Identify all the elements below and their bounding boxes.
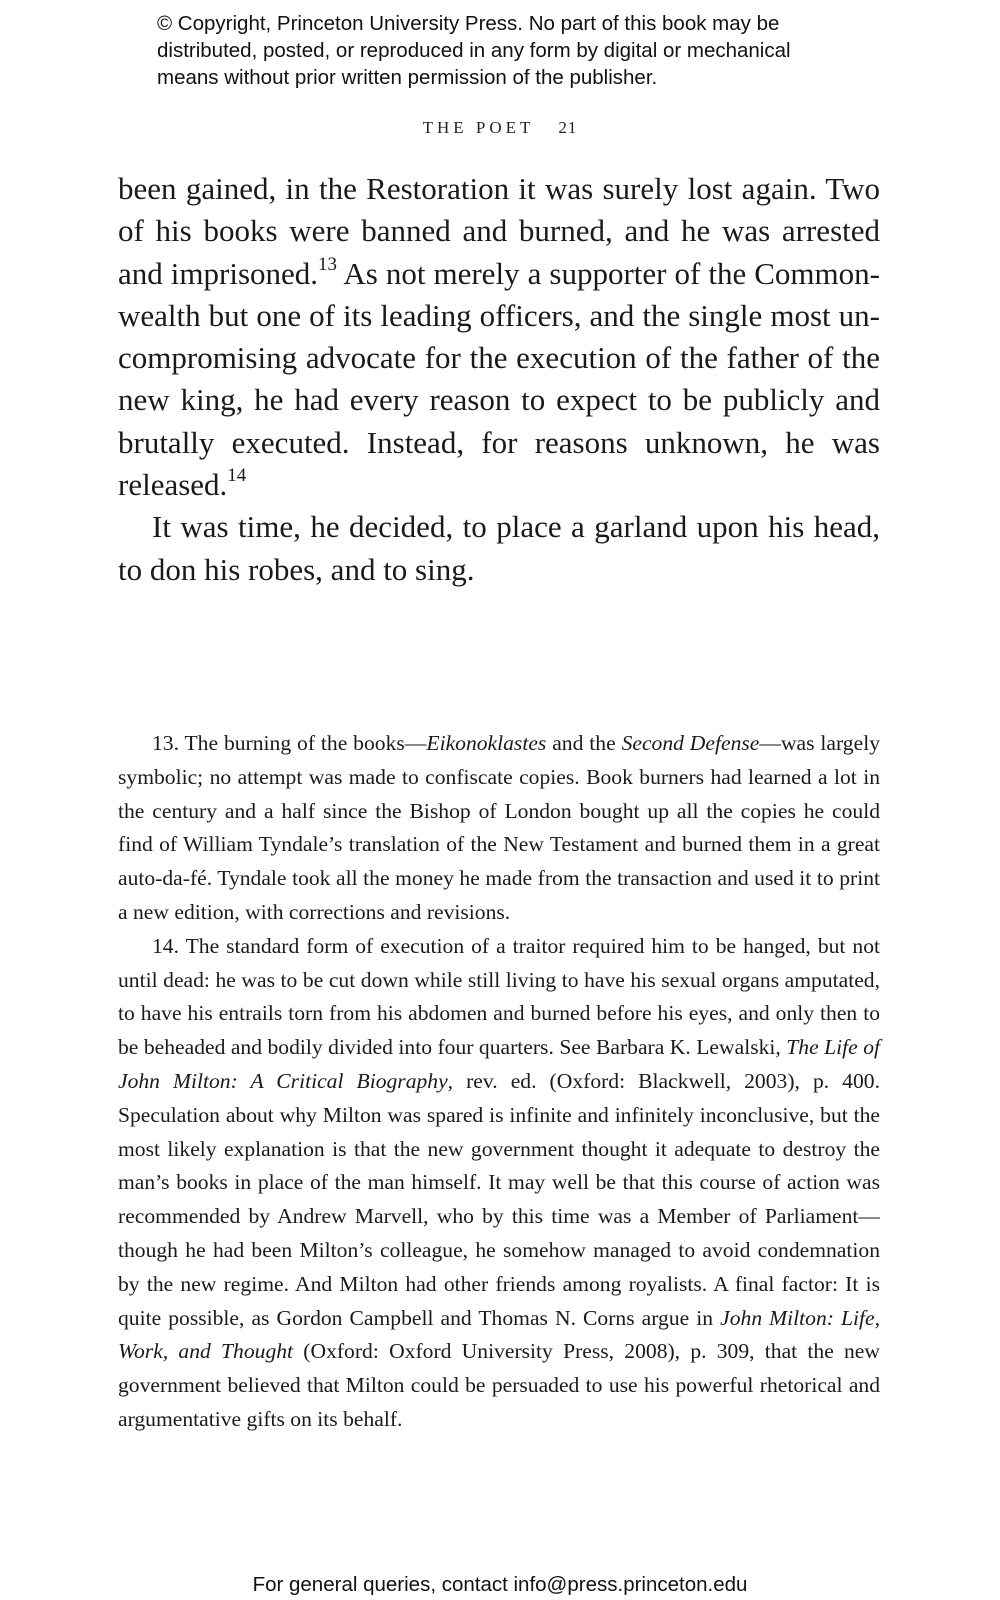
running-head-title: THE POET (422, 118, 535, 137)
body-text: As not merely a supporter of the Commonwealth but one of its leading officers, and the single most uncompromising advocate for the execution of the father of the new king, he had every reason to expect to be publicly and brutally executed. Instead, for reasons unknown, he was released. (118, 255, 880, 503)
footnote-13 (118, 727, 880, 930)
copyright-line: distributed, posted, or reproduced in any form by digital or mechanical (157, 39, 791, 62)
book-title: John Milton: Life, Work, and Thought (118, 1305, 880, 1364)
running-head (0, 118, 1000, 138)
footnote-text: and the (546, 731, 622, 755)
book-title: The Life of John Milton: A Critical Biography (118, 1035, 880, 1093)
footnote-text: (Oxford: Oxford University Press, 2008), p. 309, that the new government believed that Milton could be persuaded to use his powerful rhetorical and argumentative gifts on its behalf. (118, 1339, 880, 1431)
footnotes (118, 727, 880, 1437)
footnote-text: 13. The burning of the books— (152, 731, 427, 755)
book-title: Second Defense (621, 731, 760, 755)
main-text (118, 168, 880, 591)
copyright-line: means without prior written permission of the publisher. (157, 66, 658, 89)
body-text: been gained, in the Restoration it was surely lost again. Two of his books were banned and burned, and he was arrested and imprisoned. (118, 171, 880, 291)
body-paragraph: It was time, he decided, to place a garland upon his head, to don his robes, and to sing. (118, 509, 880, 587)
copyright-notice (157, 10, 877, 91)
footnote-text: , rev. ed. (Oxford: Blackwell, 2003), p. 400. Speculation about why Milton was spared is infinite and infinitely inconclusive, but the most likely explanation is that the new government thought it adequate to destroy the man’s books in place of the man himself. It may well be that this course of action was recommended by Andrew Marvell, who by this time was a Member of Parliament—though he had been Milton’s colleague, he somehow managed to avoid condemnation by the new regime. And Milton had other friends among royalists. A final factor: It is quite possible, as Gordon Campbell and Thomas N. Corns argue in (118, 1068, 880, 1330)
footer-contact: For general queries, contact info@press.princeton.edu (252, 1573, 748, 1596)
page-number: 21 (558, 118, 578, 137)
book-title: Eikonoklastes (426, 731, 547, 755)
footnote-text: —was largely symbolic; no attempt was made to confiscate copies. Book burners had learned a lot in the century and a half since the Bishop of London bought up all the copies he could find of William Tyndale’s translation of the New Testament and burned them in a great auto-da-fé. Tyndale took all the money he made from the transaction and used it to print a new edition, with corrections and revisions. (118, 731, 880, 924)
footnote-ref-13: 13 (318, 253, 338, 275)
footnote-14 (118, 930, 880, 1437)
footnote-ref-14: 14 (227, 465, 247, 487)
footnote-text: 14. The standard form of execution of a traitor required him to be hanged, but not until dead: he was to be cut down while still living to have his sexual organs amputated, to have his entrails torn from his abdomen and burned before his eyes, and only then to be beheaded and bodily divided into four quarters. See Barbara K. Lewalski, (118, 933, 880, 1060)
copyright-line: © Copyright, Princeton University Press. No part of this book may be (157, 12, 780, 35)
body-paragraph (118, 168, 880, 506)
